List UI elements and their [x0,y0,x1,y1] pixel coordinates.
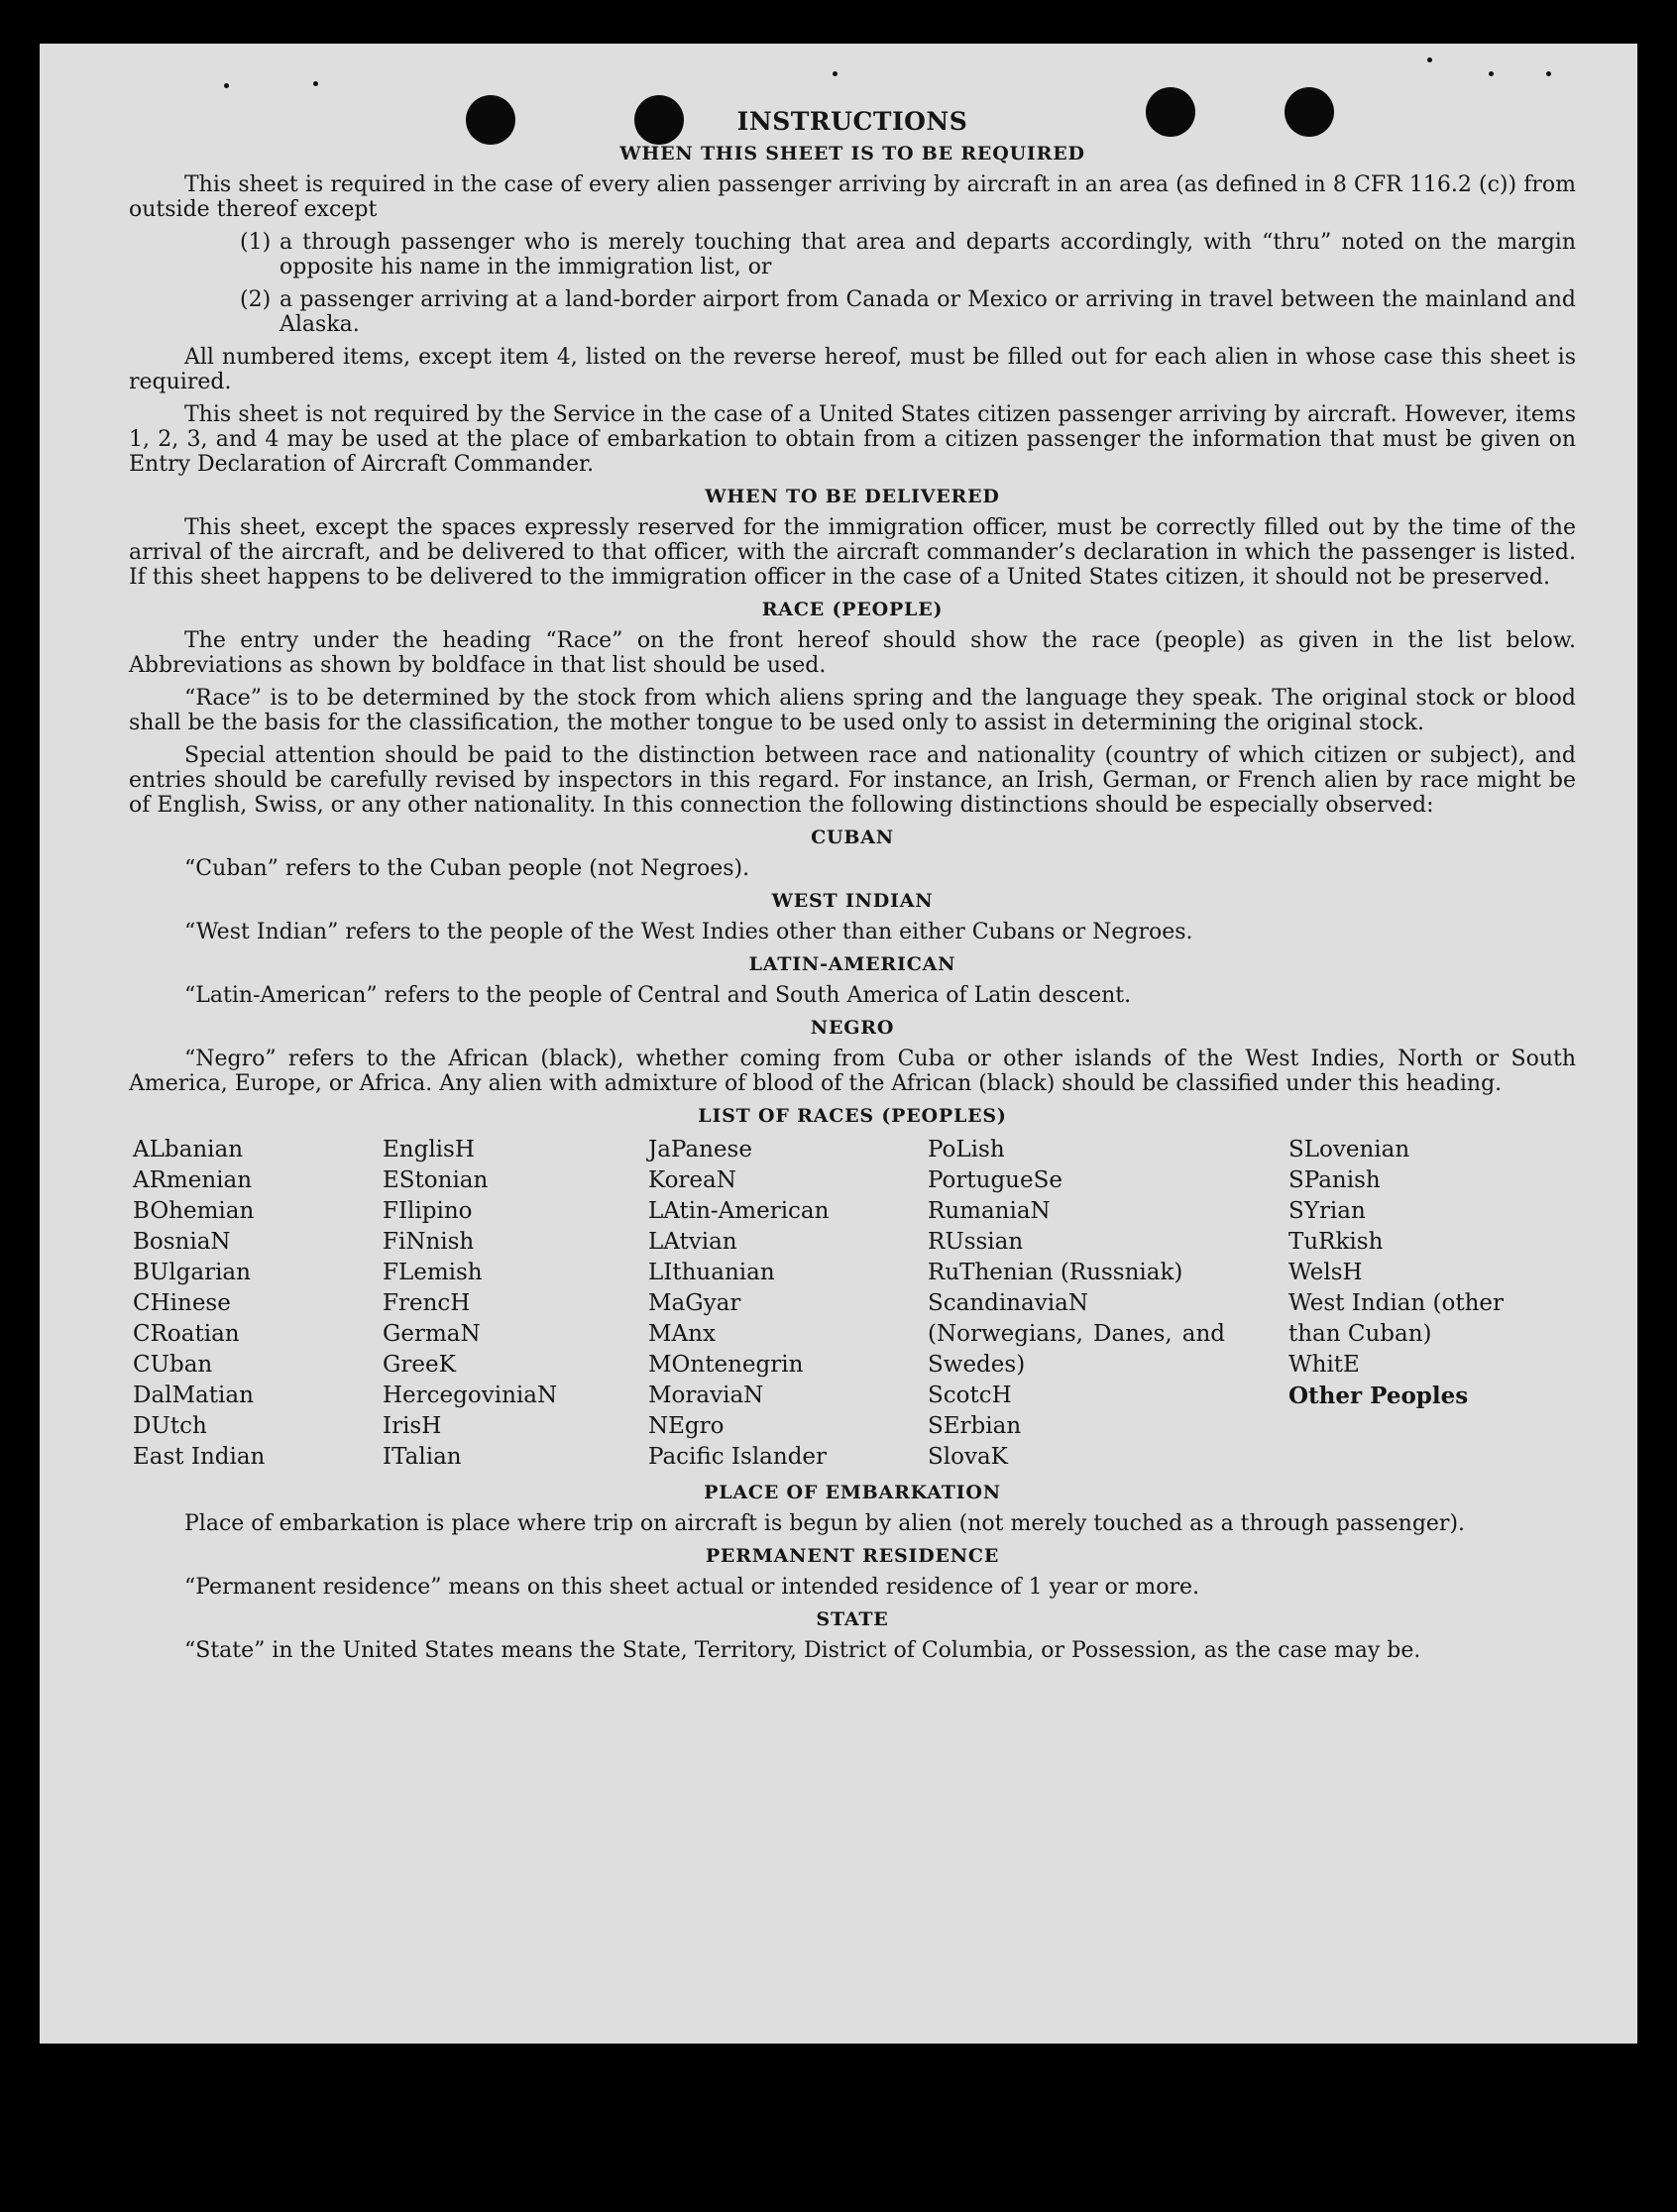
speck [1427,57,1432,62]
race-entry: West Indian (other than Cuban) [1288,1290,1505,1347]
race-entry: MOntenegrin [648,1352,804,1378]
heading-required: WHEN THIS SHEET IS TO BE REQUIRED [619,143,1085,165]
race-entry: GreeK [383,1352,456,1378]
race-entry: ITalian [383,1444,462,1470]
race-entry: FIlipino [383,1198,473,1224]
race-entry: FLemish [383,1260,483,1285]
heading-delivered: WHEN TO BE DELIVERED [705,486,1000,507]
race-entry: RumaniaN [928,1198,1051,1224]
item-text: a through passenger who is merely touching that area and departs accordingly, with “thru” noted on the margin opposite his name in the immigration list, or [280,230,1576,279]
speck [224,83,229,88]
races-list [133,1135,1576,1473]
race-entry: PoLish [928,1137,1005,1162]
race-entry: IrisH [383,1413,442,1439]
race-entry: HercegoviniaN [383,1382,558,1408]
race-entry: FrencH [383,1290,471,1316]
speck [1489,71,1494,76]
negro-paragraph: “Negro” refers to the African (black), whether coming from Cuba or other islands of the West Indies, North or South America, Europe, or Africa. Any alien with admixture of blood of the African (black) should be classified under this heading. [129,1047,1576,1096]
heading-cuban: CUBAN [811,827,894,848]
race-entry: WhitE [1288,1352,1360,1378]
race-entry: CUban [133,1352,213,1378]
race-entry: ScotcH [928,1382,1012,1408]
delivered-paragraph: This sheet, except the spaces expressly reserved for the immigration officer, must be correctly filled out by the time of the arrival of the aircraft, and be delivered to that officer, with the aircraft commander’s declaration in which the passenger is listed. If this sheet happens to be delivered to the immigration officer in the case of a United States citizen, it should not be preserved. [129,515,1576,590]
race-entry: LAtin-American [648,1198,830,1224]
page-title: INSTRUCTIONS [736,107,968,136]
instructions-content [129,109,1576,1671]
race-entry: LIthuanian [648,1260,775,1285]
race-entry: PortugueSe [928,1167,1062,1193]
latin-american-paragraph: “Latin-American” refers to the people of Central and South America of Latin descent. [184,983,1132,1008]
race-entry: EnglisH [383,1137,475,1162]
race-entry: ALbanian [133,1137,244,1162]
speck [313,81,318,86]
race-entry: East Indian [133,1444,266,1470]
race-entry: Other Peoples [1288,1382,1469,1409]
race-entry: WelsH [1288,1260,1363,1285]
embarkation-paragraph: Place of embarkation is place where trip on aircraft is begun by alien (not merely touched as a through passenger). [184,1511,1466,1536]
race-entry: KoreaN [648,1167,736,1193]
all-items-paragraph: All numbered items, except item 4, listed on the reverse hereof, must be filled out for each alien in whose case this sheet is required. [129,345,1576,394]
heading-state: STATE [816,1608,889,1630]
race-entry: BUlgarian [133,1260,251,1285]
heading-embarkation: PLACE OF EMBARKATION [704,1482,1001,1503]
race-entry: MAnx [648,1321,716,1347]
race-paragraph-2: “Race” is to be determined by the stock from which aliens spring and the language they speak. The original stock or blood shall be the basis for the classification, the mother tongue to be used only to assist in determining the original stock. [129,686,1576,735]
race-entry: CHinese [133,1290,231,1316]
document-sheet [40,44,1637,2044]
race-entry: ARmenian [133,1167,253,1193]
races-column-1 [133,1135,383,1473]
race-entry: SYrian [1288,1198,1366,1224]
residence-paragraph: “Permanent residence” means on this sheet actual or intended residence of 1 year or more. [184,1575,1200,1600]
not-required-paragraph: This sheet is not required by the Service in the case of a United States citizen passenger arriving by aircraft. However, items 1, 2, 3, and 4 may be used at the place of embarkation to obtain from a citizen passenger the information that must be given on Entry Declaration of Aircraft Commander. [129,402,1576,477]
item-number: (1) [240,230,272,255]
item-number: (2) [240,287,272,312]
race-entry: EStonian [383,1167,489,1193]
west-indian-paragraph: “West Indian” refers to the people of the West Indies other than either Cubans or Negroes. [184,920,1193,944]
races-column-2 [383,1135,648,1473]
race-entry: RUssian [928,1229,1024,1255]
races-column-4 [928,1135,1288,1473]
heading-list-of-races: LIST OF RACES (PEOPLES) [698,1105,1007,1127]
race-entry: DalMatian [133,1382,254,1408]
race-entry: SErbian [928,1413,1022,1439]
race-entry: MaGyar [648,1290,741,1316]
race-entry: LAtvian [648,1229,737,1255]
race-entry: CRoatian [133,1321,240,1347]
race-entry: DUtch [133,1413,207,1439]
race-entry: BOhemian [133,1198,255,1224]
race-entry: Pacific Islander [648,1444,828,1470]
state-paragraph: “State” in the United States means the State, Territory, District of Columbia, or Possession, as the case may be. [184,1638,1421,1663]
race-paragraph-1: The entry under the heading “Race” on the front hereof should show the race (people) as given in the list below. Abbreviations as shown by boldface in that list should be used. [129,628,1576,678]
race-entry: SLovenian [1288,1137,1410,1162]
race-entry: JaPanese [648,1137,752,1162]
race-entry: TuRkish [1288,1229,1384,1255]
cuban-paragraph: “Cuban” refers to the Cuban people (not Negroes). [184,856,750,881]
speck [1546,71,1551,76]
exception-item-2 [240,287,1576,337]
races-column-3 [648,1135,928,1473]
race-entry: BosniaN [133,1229,231,1255]
race-entry: SPanish [1288,1167,1381,1193]
speck [833,71,838,76]
heading-race: RACE (PEOPLE) [761,599,944,620]
exception-item-1 [240,230,1576,279]
race-entry: RuThenian (Russniak) [928,1260,1183,1285]
race-entry: FiNnish [383,1229,475,1255]
races-column-5 [1288,1135,1580,1473]
race-paragraph-3: Special attention should be paid to the distinction between race and nationality (country of which citizen or subject), and entries should be carefully revised by inspectors in this regard. For instance, an Irish, German, or French alien by race might be of English, Swiss, or any other nationality. In this connection the following distinctions should be especially observed: [129,743,1576,818]
race-entry: MoraviaN [648,1382,764,1408]
heading-permanent-residence: PERMANENT RESIDENCE [705,1545,1000,1567]
required-intro: This sheet is required in the case of every alien passenger arriving by aircraft in an area (as defined in 8 CFR 116.2 (c)) from outside thereof except [129,172,1576,222]
race-entry: SlovaK [928,1444,1008,1470]
heading-negro: NEGRO [810,1017,895,1039]
item-text: a passenger arriving at a land-border airport from Canada or Mexico or arriving in travel between the mainland and Alaska. [280,287,1576,337]
race-entry: GermaN [383,1321,481,1347]
race-entry: NEgro [648,1413,725,1439]
heading-latin-american: LATIN-AMERICAN [748,953,956,975]
heading-west-indian: WEST INDIAN [771,890,934,912]
race-entry: ScandinaviaN (Norwegians, Danes, and Swedes) [928,1290,1225,1378]
